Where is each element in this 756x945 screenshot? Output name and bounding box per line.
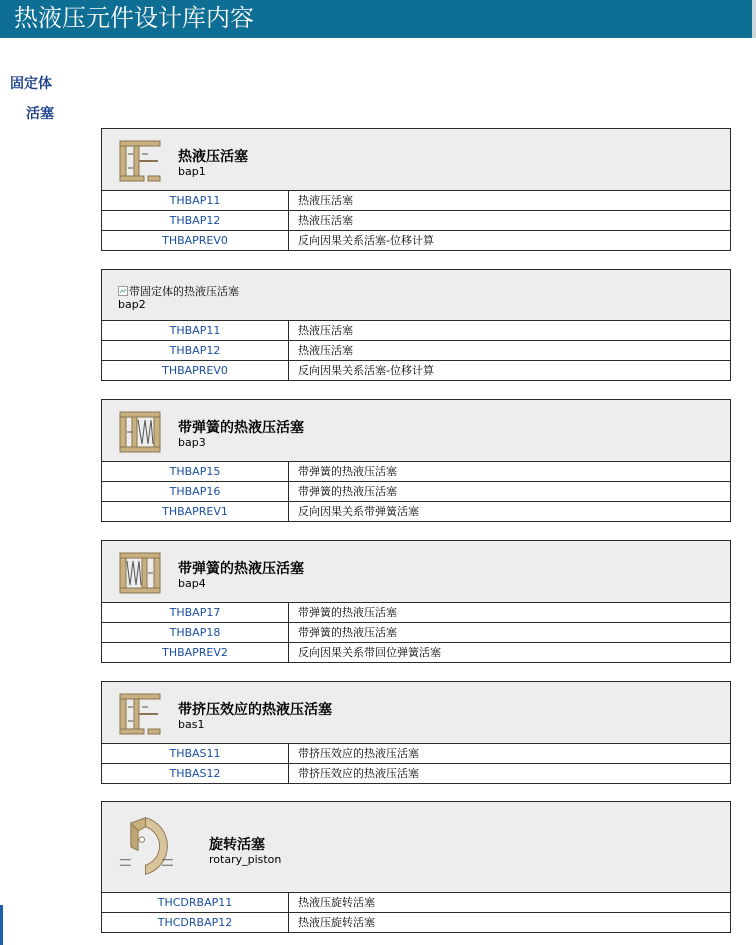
return-spring-piston-icon	[118, 551, 162, 595]
component-description: 带挤压效应的热液压活塞	[298, 767, 419, 780]
subcategory-heading: 活塞	[26, 106, 54, 122]
component-description: 热液压活塞	[298, 344, 353, 357]
table-row	[102, 321, 730, 340]
component-description: 反向因果关系活塞-位移计算	[298, 234, 434, 247]
component-link[interactable]: THBAPREV2	[102, 643, 289, 662]
component-description: 带弹簧的热液压活塞	[298, 626, 397, 639]
page-header	[0, 0, 756, 38]
table-row	[102, 501, 730, 521]
block-code: bap4	[178, 577, 206, 590]
scroll-indicator	[0, 905, 3, 945]
block-table	[102, 893, 730, 932]
page-title: 热液压元件设计库内容	[14, 4, 254, 32]
block-table	[102, 191, 730, 250]
component-description: 热液压活塞	[298, 214, 353, 227]
block-code: bap3	[178, 436, 206, 449]
block-header	[102, 541, 730, 603]
block-title: 带弹簧的热液压活塞	[178, 561, 304, 577]
component-link[interactable]: THBAP12	[102, 341, 289, 360]
component-link[interactable]: THBAP12	[102, 211, 289, 230]
component-block-bap4	[101, 540, 731, 663]
block-header	[102, 270, 730, 321]
component-link[interactable]: THBAP11	[102, 321, 289, 340]
block-header	[102, 400, 730, 462]
block-table	[102, 603, 730, 662]
component-description: 反向因果关系带弹簧活塞	[298, 505, 419, 518]
component-link[interactable]: THBAS11	[102, 744, 289, 763]
component-block-rotary-piston	[101, 801, 731, 933]
block-table	[102, 321, 730, 380]
component-link[interactable]: THBAS12	[102, 764, 289, 783]
block-title: 旋转活塞	[209, 837, 265, 853]
block-header	[102, 682, 730, 744]
component-link[interactable]: THCDRBAP11	[102, 893, 289, 912]
piston-icon	[118, 139, 162, 183]
component-link[interactable]: THBAP18	[102, 623, 289, 642]
component-description: 带挤压效应的热液压活塞	[298, 747, 419, 760]
component-link[interactable]: THBAPREV0	[102, 231, 289, 250]
block-header	[102, 802, 730, 893]
component-block-bap2	[101, 269, 731, 381]
table-row	[102, 462, 730, 481]
category-heading: 固定体	[10, 76, 52, 92]
table-row	[102, 622, 730, 642]
table-row	[102, 340, 730, 360]
component-block-bap1	[101, 128, 731, 251]
component-description: 带弹簧的热液压活塞	[298, 606, 397, 619]
block-table	[102, 462, 730, 521]
component-link[interactable]: THBAP11	[102, 191, 289, 210]
table-row	[102, 744, 730, 763]
component-link[interactable]: THBAPREV0	[102, 361, 289, 380]
block-code: bap1	[178, 165, 206, 178]
table-row	[102, 191, 730, 210]
component-description: 热液压活塞	[298, 194, 353, 207]
rotary-piston-icon	[118, 814, 182, 878]
block-title: 带弹簧的热液压活塞	[178, 420, 304, 436]
component-block-bas1	[101, 681, 731, 784]
table-row	[102, 763, 730, 783]
image-alt-text: 带固定体的热液压活塞	[129, 285, 239, 298]
component-link[interactable]: THBAP17	[102, 603, 289, 622]
component-description: 带弹簧的热液压活塞	[298, 485, 397, 498]
block-code: bas1	[178, 718, 205, 731]
component-description: 热液压活塞	[298, 324, 353, 337]
block-title: 带挤压效应的热液压活塞	[178, 702, 332, 718]
broken-image-icon	[118, 283, 239, 299]
table-row	[102, 893, 730, 912]
component-block-bap3	[101, 399, 731, 522]
component-description: 热液压旋转活塞	[298, 916, 375, 929]
component-link[interactable]: THBAP15	[102, 462, 289, 481]
table-row	[102, 642, 730, 662]
table-row	[102, 360, 730, 380]
block-header	[102, 129, 730, 191]
block-code: bap2	[118, 298, 146, 311]
block-code: rotary_piston	[209, 853, 282, 866]
component-description: 带弹簧的热液压活塞	[298, 465, 397, 478]
table-row	[102, 603, 730, 622]
table-row	[102, 912, 730, 932]
component-link[interactable]: THCDRBAP12	[102, 913, 289, 932]
component-description: 反向因果关系带回位弹簧活塞	[298, 646, 441, 659]
table-row	[102, 210, 730, 230]
block-title: 热液压活塞	[178, 149, 248, 165]
spring-piston-icon	[118, 410, 162, 454]
table-row	[102, 481, 730, 501]
table-row	[102, 230, 730, 250]
block-table	[102, 744, 730, 783]
component-link[interactable]: THBAPREV1	[102, 502, 289, 521]
component-link[interactable]: THBAP16	[102, 482, 289, 501]
component-description: 热液压旋转活塞	[298, 896, 375, 909]
component-description: 反向因果关系活塞-位移计算	[298, 364, 434, 377]
squeeze-piston-icon	[118, 692, 162, 736]
